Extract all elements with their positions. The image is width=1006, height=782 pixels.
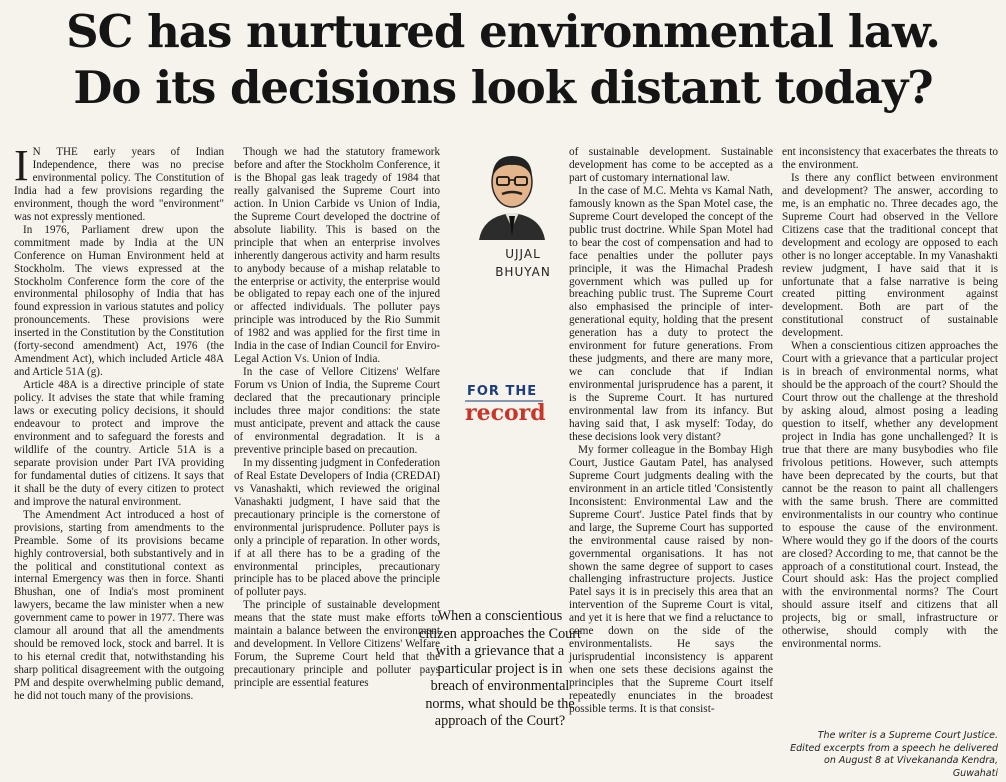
paragraph: In my dissenting judgment in Confederation of Real Estate Developers of India (CREDAI) vs Vanashakti, which reviewed the original Vanashakti judgment, I have said that the precautionary principle is the cornerstone of environmental jurisprudence. Polluter pays is only a principle of reparation. In other words, if at all there has to be a grading of the environmental principles, precautionary principle has to be placed above the principle of polluter pays.: [234, 456, 440, 599]
paragraph: Though we had the statutory framework before and after the Stockholm Conference, it is the Bhopal gas leak tragedy of 1984 that really galvanised the Supreme Court into action. In Union Carbide vs Union of India, the Supreme Court developed the doctrine of absolute liability. This is based on the principle that when an enterprise involves inherently dangerous activity and harm results to anybody because of a mishap relatable to the enterprise or activity, the enterprise would be obligated to repay each one of the injured or affected individuals. The polluter pays principle was introduced by the Rio Summit of 1982 and was applied for the first time in India in the case of Indian Council for Enviro-Legal Action Vs. Union of India.: [234, 146, 440, 366]
paragraph: The principle of sustainable development means that the state must make efforts to maintain a balance between the environment and development. In Vellore Citizens' Welfare Forum, the Supreme Court held that the precautionary principle and polluter pays principle are essential features: [234, 599, 440, 690]
drop-cap: I: [14, 141, 29, 190]
paragraph: The Amendment Act introduced a host of provisions, starting from amendments to the Preamble. Some of its provisions became highly controversial, both substantively and in the political and constitutional context as internal Emergency was then in force. Shanti Bhushan, one of India's most prominent lawyers, became the law minister when a new government came to power in 1977. There was clamour all around that all the amendments should be removed lock, stock and barrel. It is to his eternal credit that, notwithstanding his sharp political disagreement with the outgoing PM and despite overwhelming public demand, he did not touch many of the provisions.: [14, 508, 224, 703]
headline-line-1: SC has nurtured environmental law.: [66, 5, 940, 58]
headline: [0, 4, 1006, 116]
article-column-1: [14, 141, 224, 703]
label-for-the: FOR THE: [467, 384, 538, 399]
paragraph: I N THE early years of Indian Independence, there was no precise environmental policy. The Constitution of India had a few provisions regarding the environment, though the word "environment" was not expressly mentioned.: [14, 141, 224, 223]
article-column-middle: [569, 146, 773, 716]
author-portrait: [455, 150, 569, 240]
paragraph: My former colleague in the Bombay High Court, Justice Gautam Patel, has analysed Supreme Court judgments dealing with the environment in an article titled 'Consistently Inconsistent: Environmental Law and the Supreme Court'. Justice Patel finds that by and large, the Supreme Court has supported the environmental cause raised by non-governmental organisations. It has not shown the same degree of support to cases challenging infrastructure projects. Justice Patel says it is in precisely this area that an intervention of the Supreme Court is vital, and yet it is here that we find a reluctance to come down on the side of the environmentalists. He says the jurisprudential inconsistency is apparent when one sets these decisions against the principles that the Supreme Court itself repeatedly enunciates in the broadest possible terms. It is that consist-: [569, 443, 773, 715]
pull-quote: When a conscientious citizen approaches the Court with a grievance that a particular project is in breach of environmental norms, what should be the approach of the Court?: [419, 608, 581, 729]
paragraph: of sustainable development. Sustainable development has come to be accepted as a part of customary international law.: [569, 146, 773, 184]
paragraph: ent inconsistency that exacerbates the threats to the environment.: [782, 146, 998, 171]
article-column-4: [782, 146, 998, 651]
paragraph: Is there any conflict between environment and development? The answer, according to me, is an emphatic no. Three decades ago, the Supreme Court had observed in the Vellore Citizens case that the traditional concept that development and ecology are opposed to each other is no longer acceptable. In my Vanashakti review judgment, I have said that it is unfortunate that a false narrative is being created pitting environment against development. Both are part of the constitutional construct of sustainable development.: [782, 171, 998, 340]
headline-line-2: Do its decisions look distant today?: [73, 61, 933, 114]
paragraph: In 1976, Parliament drew upon the commitment made by India at the UN Conference on Human Environment held at Stockholm. The views expressed at the Stockholm Conference form the core of the environmental philosophy of India that has found expression in various statutes and policy pronouncements. These provisions were inserted in the Constitution by the Constitution (forty-second amendment) Act, 1976 (the Amendment Act), which included Article 48A and Article 51A (g).: [14, 223, 224, 379]
paragraph: Article 48A is a directive principle of state policy. It advises the state that while framing laws or executing policy decisions, it should endeavour to protect and improve the environment and to safeguard the forests and wildlife of the country. Article 51A is a separate provision under Part IVA providing for fundamental duties of citizens. It says that it shall be the duty of every citizen to protect and improve the natural environment.: [14, 379, 224, 508]
article-column-2: [234, 146, 440, 690]
author-first-name: UJJAL: [505, 247, 541, 261]
label-record: record: [465, 400, 546, 426]
paragraph: When a conscientious citizen approaches the Court with a grievance that a particular project is in breach of environmental norms, what should be the approach of the court? Should the Court throw out the challenge at the threshold by asking aloud, almost posing a leading question to itself, whether any development project in India has gone unchallenged? It is true that there are many busybodies who file frivolous petitions. However, such attempts have been deprecated by the courts, but that cannot be the reason to paint all challengers with the same brush. There are committed environmentalists in our country who continue to espouse the cause of the environment. Where would they go if the doors of the courts are closed? According to me, that cannot be the approach of a constitutional court. Instead, the Court should ask: Has the project complied with the environmental norms? The Court should assure itself and citizens that all projects, big or small, infrastructure or otherwise, should comply with the environmental norms.: [782, 340, 998, 651]
paragraph: In the case of M.C. Mehta vs Kamal Nath, famously known as the Span Motel case, the Supreme Court developed the concept of the public trust doctrine. While Span Motel had to bear the cost of compensation and had to face penalties under the polluter pays principle, it was the Himachal Pradesh government which was pulled up for breaching public trust. The Supreme Court also emphasised the principle of inter-generational equity, holding that the present generation has a duty to protect the environment for future generations. From these judgments, and there are many more, we can conclude that if Indian environmental jurisprudence has a parent, it is the Supreme Court. It has nurtured environmental law from its infancy. But having said that, I ask myself: Today, do these decisions look very distant?: [569, 184, 773, 443]
for-the-record-label: [461, 374, 547, 430]
author-last-name: BHUYAN: [495, 265, 551, 279]
author-byline: [487, 245, 559, 281]
author-note: The writer is a Supreme Court Justice. Edited excerpts from a speech he delivered on August 8 at Vivekananda Kendra, Guwahati: [790, 730, 998, 779]
paragraph: In the case of Vellore Citizens' Welfare Forum vs Union of India, the Supreme Court declared that the precautionary principle includes three major conditions: the state must anticipate, prevent and attack the cause of environmental degradation. It is a preventive principle based on precaution.: [234, 366, 440, 456]
